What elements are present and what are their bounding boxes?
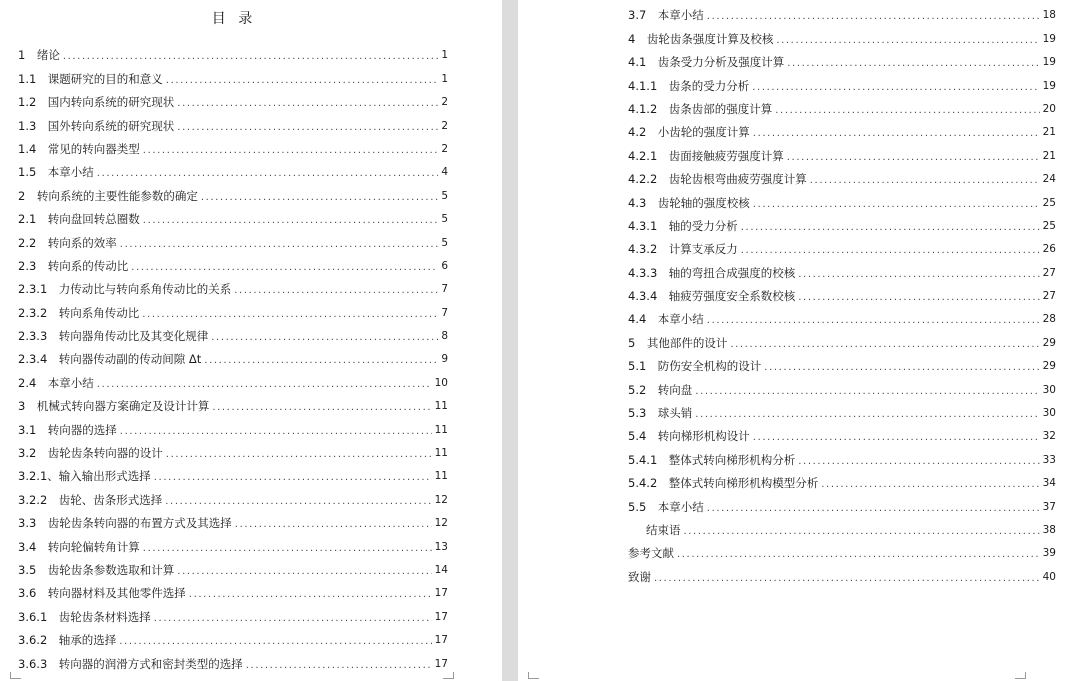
toc-entry-label: 4.1.1 齿条的受力分析: [628, 78, 750, 93]
toc-entry[interactable]: [628, 425, 1056, 448]
toc-entry-label: 5.4.1 整体式转向梯形机构分析: [628, 452, 796, 467]
toc-entry-label: 4.3.3 轴的弯扭合成强度的校核: [628, 265, 796, 280]
toc-dot-leader: [752, 78, 1039, 98]
toc-entry[interactable]: [628, 355, 1056, 378]
toc-entry[interactable]: [628, 74, 1056, 97]
toc-page-number: 12: [434, 493, 448, 506]
toc-entry-label: 3.1 转向器的选择: [18, 422, 117, 437]
toc-page-number: 19: [1042, 56, 1056, 69]
toc-dot-leader: [97, 375, 432, 395]
toc-page-number: 39: [1042, 547, 1056, 560]
toc-page-number: 1: [441, 49, 448, 62]
toc-page-number: 27: [1042, 266, 1056, 279]
toc-dot-leader: [753, 428, 1040, 448]
toc-entry-label: 3.6.2 轴承的选择: [18, 633, 117, 648]
toc-entry[interactable]: [18, 442, 448, 465]
toc-entry-label: 1.5 本章小结: [18, 165, 94, 180]
toc-page-number: 29: [1042, 360, 1056, 373]
toc-page-number: 14: [434, 563, 448, 576]
page-corner-mark: [10, 672, 21, 679]
toc-list-right: [628, 4, 1056, 589]
toc-dot-leader: [775, 101, 1039, 121]
toc-page-number: 9: [441, 353, 448, 366]
toc-entry[interactable]: [628, 402, 1056, 425]
toc-entry[interactable]: [18, 512, 448, 535]
toc-page-number: 1: [441, 72, 448, 85]
toc-entry[interactable]: [18, 114, 448, 137]
toc-entry-label: 2.3.2 转向系角传动比: [18, 305, 140, 320]
document-page-right: [518, 0, 1074, 681]
toc-dot-leader: [677, 545, 1040, 565]
toc-dot-leader: [154, 468, 432, 488]
toc-entry[interactable]: [18, 161, 448, 184]
toc-page-number: 19: [1042, 32, 1056, 45]
toc-entry[interactable]: [18, 488, 448, 511]
toc-dot-leader: [695, 382, 1039, 402]
toc-entry[interactable]: [18, 652, 448, 675]
toc-entry[interactable]: [628, 51, 1056, 74]
toc-entry[interactable]: [628, 168, 1056, 191]
toc-page-number: 20: [1042, 102, 1056, 115]
toc-entry[interactable]: [18, 208, 448, 231]
toc-entry[interactable]: [18, 91, 448, 114]
toc-dot-leader: [798, 265, 1039, 285]
toc-entry-label: 2.4 本章小结: [18, 375, 94, 390]
toc-dot-leader: [212, 398, 431, 418]
toc-dot-leader: [753, 195, 1040, 215]
toc-entry-label: 4.2.2 齿轮齿根弯曲疲劳强度计算: [628, 172, 807, 187]
toc-dot-leader: [764, 358, 1039, 378]
toc-entry[interactable]: [628, 542, 1056, 565]
toc-entry[interactable]: [18, 418, 448, 441]
toc-dot-leader: [741, 241, 1040, 261]
toc-page-number: 17: [434, 610, 448, 623]
toc-entry-label: 1.2 国内转向系统的研究现状: [18, 95, 175, 110]
toc-entry[interactable]: [628, 191, 1056, 214]
toc-dot-leader: [120, 422, 432, 442]
toc-dot-leader: [787, 148, 1040, 168]
toc-dot-leader: [798, 288, 1039, 308]
toc-page-number: 7: [441, 283, 448, 296]
toc-entry[interactable]: [628, 565, 1056, 588]
toc-entry[interactable]: [18, 231, 448, 254]
toc-page-number: 33: [1042, 453, 1056, 466]
toc-entry-label: 2.1 转向盘回转总圈数: [18, 212, 140, 227]
toc-entry[interactable]: [628, 121, 1056, 144]
toc-dot-leader: [707, 7, 1040, 27]
toc-dot-leader: [695, 405, 1039, 425]
toc-entry[interactable]: [18, 605, 448, 628]
toc-entry[interactable]: [18, 301, 448, 324]
toc-entry[interactable]: [628, 144, 1056, 167]
toc-page-number: 28: [1042, 313, 1056, 326]
toc-entry[interactable]: [628, 308, 1056, 331]
toc-dot-leader: [143, 539, 432, 559]
toc-page-number: 10: [434, 376, 448, 389]
toc-page-number: 40: [1042, 570, 1056, 583]
toc-dot-leader: [154, 609, 432, 629]
toc-dot-leader: [741, 218, 1040, 238]
toc-list-left: [18, 44, 448, 676]
toc-entry[interactable]: [18, 582, 448, 605]
toc-entry-label: 5 其他部件的设计: [628, 335, 728, 350]
toc-dot-leader: [189, 585, 432, 605]
toc-page-number: 21: [1042, 126, 1056, 139]
toc-entry[interactable]: [18, 371, 448, 394]
toc-dot-leader: [787, 54, 1039, 74]
toc-page-number: 30: [1042, 407, 1056, 420]
toc-page-number: 12: [434, 517, 448, 530]
toc-entry[interactable]: [628, 238, 1056, 261]
toc-entry-label: 5.5 本章小结: [628, 499, 704, 514]
toc-page-number: 7: [441, 306, 448, 319]
toc-page-number: 32: [1042, 430, 1056, 443]
toc-entry-label: 3.4 转向轮偏转角计算: [18, 539, 140, 554]
toc-page-number: 26: [1042, 243, 1056, 256]
toc-entry-label: 致谢: [628, 569, 651, 584]
toc-page-number: 8: [441, 330, 448, 343]
toc-entry-label: 2.3 转向系的传动比: [18, 258, 129, 273]
toc-page-number: 38: [1042, 523, 1056, 536]
toc-entry-label: 1.1 课题研究的目的和意义: [18, 71, 163, 86]
toc-entry[interactable]: [628, 4, 1056, 27]
toc-dot-leader: [166, 445, 432, 465]
toc-entry-label: 5.1 防伤安全机构的设计: [628, 359, 762, 374]
toc-entry-label: 3.6 转向器材料及其他零件选择: [18, 586, 186, 601]
toc-page-number: 13: [434, 540, 448, 553]
toc-entry-label: 3.2 齿轮齿条转向器的设计: [18, 446, 163, 461]
toc-entry-label: 4.2 小齿轮的强度计算: [628, 125, 750, 140]
toc-entry-label: 4.2.1 齿面接触疲劳强度计算: [628, 148, 784, 163]
toc-entry-label: 4.1.2 齿条齿部的强度计算: [628, 101, 773, 116]
toc-page-number: 17: [434, 657, 448, 670]
toc-entry[interactable]: [18, 629, 448, 652]
page-corner-mark: [1015, 672, 1026, 679]
toc-dot-leader: [120, 235, 439, 255]
toc-page-number: 6: [441, 259, 448, 272]
toc-dot-leader: [165, 492, 431, 512]
toc-page-number: 17: [434, 587, 448, 600]
toc-entry-label: 5.2 转向盘: [628, 382, 693, 397]
toc-page-number: 25: [1042, 196, 1056, 209]
toc-entry[interactable]: [18, 465, 448, 488]
toc-dot-leader: [97, 164, 439, 184]
toc-page-number: 37: [1042, 500, 1056, 513]
toc-dot-leader: [684, 522, 1040, 542]
toc-page-number: 4: [441, 166, 448, 179]
toc-entry[interactable]: [628, 261, 1056, 284]
toc-entry[interactable]: [628, 331, 1056, 354]
toc-entry[interactable]: [628, 285, 1056, 308]
toc-dot-leader: [707, 499, 1040, 519]
toc-entry-label: 5.4 转向梯形机构设计: [628, 429, 750, 444]
toc-entry-label: 2.2 转向系的效率: [18, 235, 117, 250]
toc-entry[interactable]: [628, 27, 1056, 50]
toc-entry[interactable]: [18, 559, 448, 582]
toc-dot-leader: [730, 335, 1039, 355]
toc-dot-leader: [142, 305, 438, 325]
toc-dot-leader: [821, 475, 1039, 495]
toc-entry-label: 2.3.1 力传动比与转向系角传动比的关系: [18, 282, 232, 297]
toc-entry[interactable]: [18, 44, 448, 67]
toc-page-number: 5: [441, 213, 448, 226]
toc-entry[interactable]: [628, 472, 1056, 495]
toc-entry-label: 4.3.4 轴疲劳强度安全系数校核: [628, 289, 796, 304]
toc-dot-leader: [798, 452, 1039, 472]
toc-entry-label: 2 转向系统的主要性能参数的确定: [18, 188, 198, 203]
toc-page-number: 18: [1042, 9, 1056, 22]
toc-entry[interactable]: [18, 255, 448, 278]
toc-entry[interactable]: [628, 215, 1056, 238]
toc-entry[interactable]: [18, 138, 448, 161]
toc-entry[interactable]: [18, 325, 448, 348]
toc-page-number: 11: [434, 447, 448, 460]
toc-entry-label: 4.4 本章小结: [628, 312, 704, 327]
toc-page-number: 2: [441, 96, 448, 109]
toc-page-number: 24: [1042, 173, 1056, 186]
toc-entry-label: 5.3 球头销: [628, 406, 693, 421]
toc-entry-label: 4.1 齿条受力分析及强度计算: [628, 55, 785, 70]
toc-entry[interactable]: [628, 519, 1056, 542]
toc-page-number: 29: [1042, 336, 1056, 349]
toc-dot-leader: [63, 47, 438, 67]
toc-entry-label: 3.6.3 转向器的润滑方式和密封类型的选择: [18, 656, 243, 671]
toc-entry-label: 4.3.1 轴的受力分析: [628, 218, 738, 233]
toc-entry[interactable]: [18, 278, 448, 301]
toc-dot-leader: [201, 188, 438, 208]
toc-dot-leader: [211, 328, 438, 348]
toc-entry-label: 3.6.1 齿轮齿条材料选择: [18, 609, 151, 624]
toc-dot-leader: [143, 211, 439, 231]
toc-page-number: 5: [441, 189, 448, 202]
toc-entry[interactable]: [628, 495, 1056, 518]
toc-entry[interactable]: [628, 448, 1056, 471]
toc-entry-label: 5.4.2 整体式转向梯形机构模型分析: [628, 476, 819, 491]
page-corner-mark: [528, 672, 539, 679]
toc-entry-label: 3.3 齿轮齿条转向器的布置方式及其选择: [18, 516, 232, 531]
toc-page-number: 2: [441, 119, 448, 132]
toc-page-number: 25: [1042, 219, 1056, 232]
toc-entry-label: 1 绪论: [18, 48, 60, 63]
toc-entry-label: 4.3 齿轮轴的强度校核: [628, 195, 750, 210]
toc-entry[interactable]: [18, 67, 448, 90]
toc-entry-label: 结束语: [646, 522, 681, 537]
toc-page-number: 5: [441, 236, 448, 249]
toc-dot-leader: [753, 124, 1040, 144]
toc-entry[interactable]: [18, 348, 448, 371]
toc-entry[interactable]: [18, 184, 448, 207]
toc-entry-label: 4.3.2 计算支承反力: [628, 242, 738, 257]
toc-entry-label: 1.4 常见的转向器类型: [18, 141, 140, 156]
toc-entry[interactable]: [18, 395, 448, 418]
toc-page-number: 11: [434, 400, 448, 413]
toc-page-number: 11: [434, 470, 448, 483]
toc-entry[interactable]: [18, 535, 448, 558]
toc-dot-leader: [235, 515, 432, 535]
toc-entry-label: 参考文献: [628, 546, 674, 561]
toc-dot-leader: [166, 71, 439, 91]
toc-dot-leader: [654, 569, 1040, 589]
toc-entry-label: 3.7 本章小结: [628, 8, 704, 23]
toc-dot-leader: [776, 31, 1039, 51]
toc-entry-label: 3.5 齿轮齿条参数选取和计算: [18, 562, 175, 577]
toc-entry-label: 2.3.4 转向器传动副的传动间隙 Δt: [18, 352, 202, 367]
toc-page-number: 30: [1042, 383, 1056, 396]
toc-page-number: 2: [441, 142, 448, 155]
toc-title: 目 录: [211, 11, 257, 27]
document-page-left: [0, 0, 502, 681]
toc-dot-leader: [810, 171, 1040, 191]
toc-entry-label: 4 齿轮齿条强度计算及校核: [628, 31, 774, 46]
toc-entry[interactable]: [628, 98, 1056, 121]
toc-dot-leader: [234, 281, 438, 301]
toc-dot-leader: [204, 351, 438, 371]
toc-page-number: 17: [434, 634, 448, 647]
toc-entry-label: 1.3 国外转向系统的研究现状: [18, 118, 175, 133]
toc-dot-leader: [246, 656, 432, 676]
toc-entry-label: 2.3.3 转向器角传动比及其变化规律: [18, 329, 209, 344]
toc-page-number: 21: [1042, 149, 1056, 162]
toc-page-number: 27: [1042, 290, 1056, 303]
toc-dot-leader: [119, 632, 431, 652]
toc-entry-label: 3.2.2 齿轮、齿条形式选择: [18, 492, 163, 507]
toc-dot-leader: [177, 94, 438, 114]
toc-dot-leader: [177, 118, 438, 138]
page-gutter: [502, 0, 518, 681]
toc-dot-leader: [177, 562, 431, 582]
toc-entry[interactable]: [628, 378, 1056, 401]
toc-page-number: 11: [434, 423, 448, 436]
toc-page-number: 19: [1042, 79, 1056, 92]
page-corner-mark: [443, 672, 454, 679]
toc-entry-label: 3 机械式转向器方案确定及设计计算: [18, 399, 210, 414]
toc-dot-leader: [143, 141, 439, 161]
toc-page-number: 34: [1042, 477, 1056, 490]
toc-dot-leader: [707, 311, 1040, 331]
toc-entry-label: 3.2.1、输入输出形式选择: [18, 469, 151, 484]
toc-dot-leader: [131, 258, 438, 278]
